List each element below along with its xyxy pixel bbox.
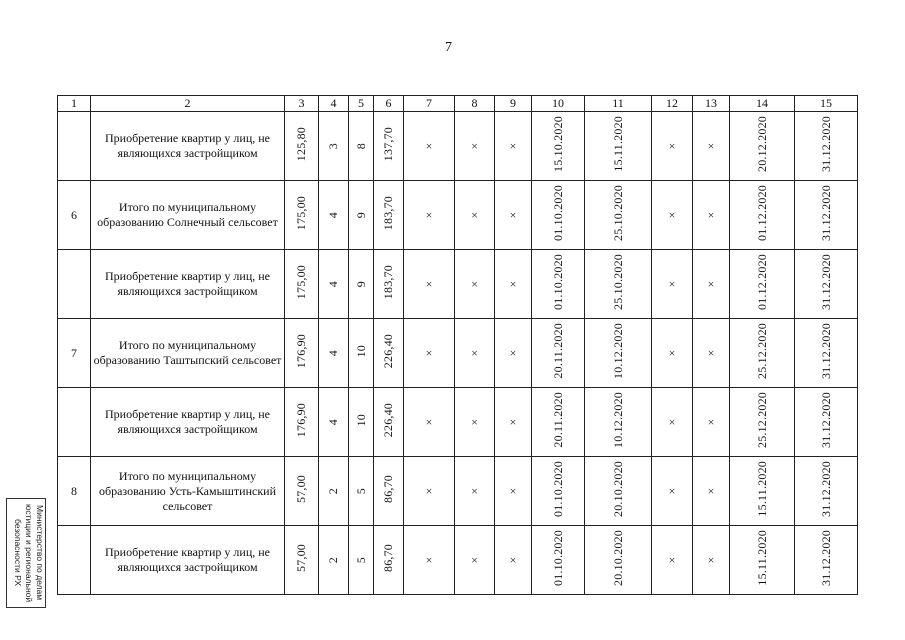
cell-c14 [730,112,795,181]
cell-value: × [707,138,715,153]
cell-c10 [532,319,585,388]
cell-value: 226,40 [381,333,395,369]
cell-c7 [404,526,455,595]
cell-value: 25.12.2020 [754,323,769,379]
cell-value: 5 [353,557,368,564]
cell-value: 57,00 [294,544,308,572]
cell-c7 [404,457,455,526]
cell-c6 [374,250,404,319]
cell-c4 [319,526,349,595]
cell-value: 183,70 [381,264,395,300]
cell-c15 [795,526,858,595]
cell-c11 [585,457,652,526]
col-header: 15 [795,96,858,112]
header-row [58,96,858,112]
row-number: 6 [58,181,91,250]
cell-c13 [693,388,730,457]
cell-value: 57,00 [294,475,308,503]
cell-c4 [319,388,349,457]
cell-value: 10.12.2020 [610,323,625,379]
cell-value: 15.11.2020 [754,461,769,517]
row-name: Приобретение квартир у лиц, не являющихся застройщиком [91,526,285,595]
cell-value: × [425,138,433,153]
cell-value: 31.12.2020 [818,323,833,379]
cell-c10 [532,526,585,595]
cell-value: 2 [326,557,340,564]
cell-c9 [495,181,532,250]
cell-value: 31.12.2020 [818,461,833,517]
cell-c3 [285,181,319,250]
cell-c12 [652,526,693,595]
cell-c4 [319,112,349,181]
row-number [58,526,91,595]
cell-value: 20.10.2020 [610,530,625,586]
cell-c9 [495,112,532,181]
table-row [58,457,858,526]
cell-c8 [455,319,495,388]
col-header: 2 [91,96,285,112]
cell-value: × [425,207,433,222]
cell-value: 8 [353,143,368,150]
cell-c12 [652,181,693,250]
col-header: 5 [349,96,374,112]
cell-c12 [652,112,693,181]
col-header: 14 [730,96,795,112]
cell-c5 [349,181,374,250]
cell-value: × [425,276,433,291]
cell-c11 [585,250,652,319]
cell-value: × [668,483,676,498]
cell-c13 [693,457,730,526]
cell-value: 3 [326,143,340,150]
cell-value: 176,90 [294,333,308,369]
cell-value: 4 [326,419,340,426]
cell-value: × [471,414,478,429]
cell-c10 [532,250,585,319]
cell-c7 [404,250,455,319]
stamp-line: безопасности РХ [13,519,23,587]
cell-c8 [455,388,495,457]
cell-c10 [532,457,585,526]
cell-c12 [652,388,693,457]
cell-value: 01.12.2020 [754,185,769,241]
cell-value: 15.11.2020 [610,116,625,172]
table-row [58,181,858,250]
stamp-text [7,499,45,607]
cell-value: 4 [326,350,340,357]
cell-value: × [471,138,478,153]
cell-c11 [585,181,652,250]
cell-value: 25.10.2020 [610,254,625,310]
row-number: 7 [58,319,91,388]
cell-value: 01.10.2020 [550,461,565,517]
cell-value: 125,80 [294,126,308,162]
cell-value: 226,40 [381,402,395,438]
cell-value: × [509,552,517,567]
cell-value: 10 [353,413,368,427]
cell-value: 183,70 [381,195,395,231]
cell-c3 [285,112,319,181]
cell-c5 [349,457,374,526]
cell-c4 [319,250,349,319]
row-number [58,250,91,319]
cell-value: × [668,345,676,360]
cell-c14 [730,181,795,250]
cell-value: × [707,207,715,222]
cell-c8 [455,250,495,319]
table-row [58,526,858,595]
cell-c3 [285,319,319,388]
cell-c10 [532,388,585,457]
cell-value: × [425,345,433,360]
cell-c15 [795,319,858,388]
cell-value: 2 [326,488,340,495]
cell-value: 31.12.2020 [818,116,833,172]
cell-c6 [374,388,404,457]
row-name: Итого по муниципальному образованию Усть-Камыштинский сельсовет [91,457,285,526]
cell-c9 [495,526,532,595]
cell-value: × [425,483,433,498]
cell-c13 [693,526,730,595]
cell-value: 9 [353,212,368,219]
cell-c6 [374,526,404,595]
cell-c14 [730,457,795,526]
page-number: 7 [445,40,452,55]
cell-c7 [404,112,455,181]
col-header: 11 [585,96,652,112]
col-header: 3 [285,96,319,112]
cell-value: 4 [326,281,340,288]
cell-value: 20.11.2020 [550,323,565,379]
table-row [58,388,858,457]
cell-value: 15.10.2020 [550,116,565,172]
row-name: Приобретение квартир у лиц, не являющихся застройщиком [91,388,285,457]
cell-value: × [707,414,715,429]
cell-value: 15.11.2020 [754,530,769,586]
cell-c14 [730,319,795,388]
row-name: Итого по муниципальному образованию Солнечный сельсовет [91,181,285,250]
cell-c5 [349,250,374,319]
cell-c13 [693,112,730,181]
cell-value: 31.12.2020 [818,392,833,448]
cell-value: 31.12.2020 [818,530,833,586]
cell-c11 [585,526,652,595]
cell-value: 25.12.2020 [754,392,769,448]
cell-c7 [404,319,455,388]
row-number [58,112,91,181]
cell-c9 [495,319,532,388]
table-row [58,319,858,388]
cell-c13 [693,181,730,250]
cell-c6 [374,457,404,526]
row-number [58,388,91,457]
cell-value: 01.10.2020 [550,185,565,241]
cell-c11 [585,319,652,388]
cell-c5 [349,319,374,388]
cell-c13 [693,319,730,388]
col-header: 10 [532,96,585,112]
cell-value: × [471,207,478,222]
cell-value: × [509,414,517,429]
cell-c6 [374,319,404,388]
cell-value: × [668,138,676,153]
cell-c8 [455,457,495,526]
cell-c15 [795,388,858,457]
cell-value: × [425,552,433,567]
cell-value: 25.10.2020 [610,185,625,241]
cell-c15 [795,457,858,526]
col-header: 8 [455,96,495,112]
col-header: 4 [319,96,349,112]
cell-c3 [285,457,319,526]
cell-value: × [707,552,715,567]
cell-value: 86,70 [381,475,395,503]
cell-value: × [509,207,517,222]
cell-value: × [707,345,715,360]
cell-value: 137,70 [381,126,395,162]
cell-c7 [404,388,455,457]
cell-c4 [319,181,349,250]
cell-value: × [668,276,676,291]
cell-c12 [652,250,693,319]
col-header: 9 [495,96,532,112]
cell-c3 [285,250,319,319]
cell-value: 10 [353,344,368,358]
cell-c13 [693,250,730,319]
cell-c12 [652,457,693,526]
cell-value: 20.11.2020 [550,392,565,448]
cell-c10 [532,181,585,250]
table-row [58,112,858,181]
cell-value: 31.12.2020 [818,185,833,241]
cell-value: × [471,483,478,498]
table-row [58,250,858,319]
cell-c15 [795,112,858,181]
col-header: 7 [404,96,455,112]
cell-c6 [374,112,404,181]
row-name: Приобретение квартир у лиц, не являющихся застройщиком [91,250,285,319]
cell-c15 [795,250,858,319]
cell-value: 175,00 [294,264,308,300]
cell-value: × [707,276,715,291]
cell-c5 [349,112,374,181]
cell-c4 [319,319,349,388]
cell-c8 [455,526,495,595]
row-number: 8 [58,457,91,526]
cell-c5 [349,388,374,457]
cell-value: × [425,414,433,429]
cell-value: × [707,483,715,498]
cell-value: 5 [353,488,368,495]
cell-c3 [285,388,319,457]
cell-c8 [455,112,495,181]
cell-c11 [585,388,652,457]
cell-value: 01.10.2020 [550,254,565,310]
cell-value: 20.10.2020 [610,461,625,517]
cell-value: × [668,552,676,567]
cell-c14 [730,388,795,457]
cell-value: × [509,345,517,360]
stamp-line: Министерство по делам [35,505,45,601]
data-table [57,95,858,595]
cell-value: 01.10.2020 [550,530,565,586]
cell-c10 [532,112,585,181]
cell-value: 10.12.2020 [610,392,625,448]
cell-value: 01.12.2020 [754,254,769,310]
cell-value: × [509,276,517,291]
cell-value: 86,70 [381,544,395,572]
col-header: 1 [58,96,91,112]
cell-value: 4 [326,212,340,219]
cell-value: 20.12.2020 [754,116,769,172]
cell-c11 [585,112,652,181]
cell-c14 [730,250,795,319]
cell-value: × [509,483,517,498]
col-header: 12 [652,96,693,112]
cell-c9 [495,457,532,526]
cell-value: 31.12.2020 [818,254,833,310]
cell-value: 175,00 [294,195,308,231]
cell-value: × [471,345,478,360]
cell-value: 9 [353,281,368,288]
cell-c9 [495,388,532,457]
cell-value: × [668,414,676,429]
col-header: 13 [693,96,730,112]
cell-c3 [285,526,319,595]
cell-c5 [349,526,374,595]
row-name: Приобретение квартир у лиц, не являющихся застройщиком [91,112,285,181]
cell-c7 [404,181,455,250]
cell-c6 [374,181,404,250]
cell-value: × [471,276,478,291]
cell-value: × [668,207,676,222]
cell-c14 [730,526,795,595]
row-name: Итого по муниципальному образованию Таштыпский сельсовет [91,319,285,388]
registration-stamp [6,498,46,608]
cell-c12 [652,319,693,388]
col-header: 6 [374,96,404,112]
cell-c8 [455,181,495,250]
cell-c4 [319,457,349,526]
cell-value: 176,90 [294,402,308,438]
stamp-line: юстиции и региональной [24,503,34,603]
cell-value: × [509,138,517,153]
cell-c9 [495,250,532,319]
cell-c15 [795,181,858,250]
cell-value: × [471,552,478,567]
